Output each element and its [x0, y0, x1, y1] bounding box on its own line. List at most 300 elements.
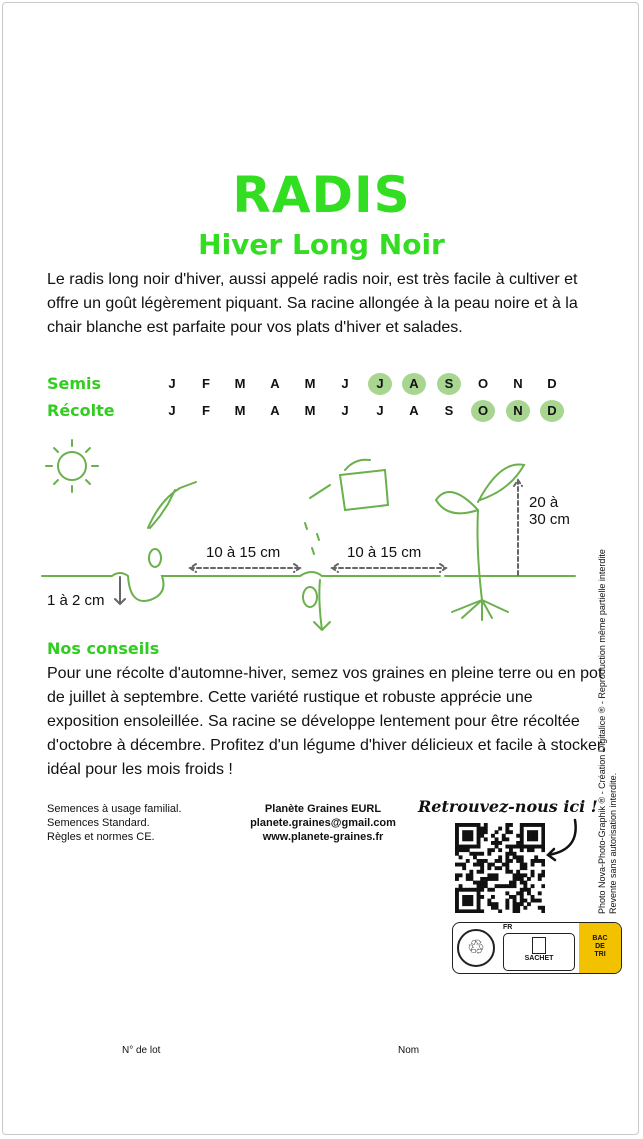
qr-module [473, 909, 477, 913]
semis-month-4: M [304, 376, 316, 391]
qr-module [531, 895, 535, 899]
qr-module [459, 909, 463, 913]
qr-module [469, 830, 473, 834]
qr-module [516, 859, 520, 863]
qr-module [495, 837, 499, 841]
qr-module [487, 888, 491, 892]
qr-module [462, 902, 466, 906]
qr-module [455, 834, 459, 838]
company-info [228, 802, 418, 844]
qr-module [487, 866, 491, 870]
conseils-heading: Nos conseils [47, 639, 160, 658]
qr-module [498, 884, 502, 888]
qr-module [520, 848, 524, 852]
qr-module [495, 866, 499, 870]
qr-module [505, 830, 509, 834]
qr-module [491, 863, 495, 867]
qr-module [491, 841, 495, 845]
qr-module [459, 863, 463, 867]
sun-icon [46, 440, 98, 492]
semis-month-8: S [437, 373, 461, 395]
qr-module [455, 823, 459, 827]
lot-number-label: N° de lot [122, 1045, 161, 1056]
qr-module [462, 863, 466, 867]
qr-module [469, 845, 473, 849]
qr-module [484, 837, 488, 841]
curved-arrow-icon [540, 815, 585, 865]
qr-module [541, 863, 545, 867]
qr-module [516, 873, 520, 877]
qr-module [505, 902, 509, 906]
qr-module [516, 891, 520, 895]
semis-month-5: J [341, 376, 349, 391]
depth-arrow [115, 577, 125, 604]
qr-module [473, 855, 477, 859]
bac-de-tri-badge: BAC DE TRI [579, 923, 621, 973]
company-email[interactable]: planete.graines@gmail.com [250, 817, 396, 829]
qr-module [523, 863, 527, 867]
qr-module [477, 909, 481, 913]
qr-module [491, 888, 495, 892]
spacing-label-1: 10 à 15 cm [206, 544, 281, 561]
qr-module [462, 895, 466, 899]
qr-module [531, 848, 535, 852]
qr-module [502, 863, 506, 867]
qr-module [495, 859, 499, 863]
semis-month-11: D [547, 376, 557, 391]
qr-module [473, 845, 477, 849]
qr-module [505, 855, 509, 859]
qr-module [466, 837, 470, 841]
qr-module [509, 870, 513, 874]
qr-module [477, 823, 481, 827]
qr-module [477, 888, 481, 892]
qr-module [498, 855, 502, 859]
qr-module [531, 859, 535, 863]
semis-month-7: A [402, 373, 426, 395]
recolte-month-1: F [202, 403, 210, 418]
qr-module [541, 834, 545, 838]
qr-module [495, 884, 499, 888]
qr-module [466, 873, 470, 877]
qr-module [520, 881, 524, 885]
qr-module [516, 841, 520, 845]
qr-module [531, 837, 535, 841]
qr-module [527, 834, 531, 838]
qr-module [538, 823, 542, 827]
recycling-panel [452, 922, 622, 974]
qr-module [541, 827, 545, 831]
semis-month-6: J [368, 373, 392, 395]
qr-module [480, 834, 484, 838]
seed-icon [149, 549, 161, 567]
qr-module [520, 841, 524, 845]
legal-line: Règles et normes CE. [47, 831, 155, 843]
qr-module [491, 895, 495, 899]
legal-line: Semences Standard. [47, 817, 150, 829]
qr-module [469, 909, 473, 913]
qr-module [477, 830, 481, 834]
qr-module [491, 906, 495, 910]
qr-module [473, 881, 477, 885]
qr-module [531, 845, 535, 849]
recolte-month-3: A [270, 403, 280, 418]
qr-module [477, 841, 481, 845]
qr-module [523, 866, 527, 870]
qr-module [469, 895, 473, 899]
qr-module [455, 841, 459, 845]
qr-module [487, 877, 491, 881]
sprout-icon [314, 580, 330, 630]
qr-module [505, 899, 509, 903]
recolte-month-7: A [409, 403, 419, 418]
qr-module [469, 834, 473, 838]
spacing-arrow-1 [190, 564, 300, 572]
depth-label: 1 à 2 cm [47, 592, 105, 609]
qr-module [495, 906, 499, 910]
qr-module [509, 895, 513, 899]
qr-module [455, 906, 459, 910]
qr-module [455, 902, 459, 906]
qr-module [531, 830, 535, 834]
qr-module [520, 830, 524, 834]
qr-module [538, 859, 542, 863]
qr-module [459, 848, 463, 852]
qr-module [516, 909, 520, 913]
conseils-paragraph: Pour une récolte d'automne-hiver, semez vos graines en pleine terre ou en pot de juillet à septembre. Cette variété rustique et robuste apprécie une exposition ensoleillée. Sa racine se développe lentement pour être récoltée d'octobre à décembre. Profitez d'un légume d'hiver délicieux et facile à stocker, idéal pour les mois froids ! [47, 665, 606, 778]
qr-module [498, 909, 502, 913]
qr-code[interactable] [455, 823, 545, 913]
qr-module [531, 834, 535, 838]
qr-module [516, 834, 520, 838]
qr-module [491, 873, 495, 877]
country-code: FR [503, 924, 513, 931]
qr-module [538, 877, 542, 881]
qr-module [455, 848, 459, 852]
qr-module [477, 852, 481, 856]
qr-module [477, 863, 481, 867]
qr-module [505, 866, 509, 870]
qr-module [523, 845, 527, 849]
qr-module [509, 859, 513, 863]
qr-module [466, 895, 470, 899]
qr-module [462, 899, 466, 903]
qr-module [495, 873, 499, 877]
qr-module [520, 902, 524, 906]
watering-can-icon [310, 460, 388, 510]
qr-module [520, 888, 524, 892]
qr-module [527, 891, 531, 895]
qr-module [523, 823, 527, 827]
qr-module [516, 877, 520, 881]
qr-module [520, 895, 524, 899]
qr-module [534, 834, 538, 838]
qr-module [459, 884, 463, 888]
qr-module [513, 855, 517, 859]
qr-module [477, 906, 481, 910]
qr-module [466, 902, 470, 906]
qr-module [505, 852, 509, 856]
qr-module [513, 884, 517, 888]
qr-module [513, 909, 517, 913]
qr-module [520, 873, 524, 877]
qr-module [480, 909, 484, 913]
qr-module [469, 870, 473, 874]
qr-module [541, 859, 545, 863]
plant-icon [436, 464, 524, 620]
qr-module [502, 834, 506, 838]
qr-module [455, 830, 459, 834]
qr-module [466, 909, 470, 913]
qr-module [491, 848, 495, 852]
qr-module [534, 830, 538, 834]
qr-module [502, 884, 506, 888]
qr-module [477, 902, 481, 906]
qr-module [466, 823, 470, 827]
qr-module [466, 859, 470, 863]
qr-module [477, 837, 481, 841]
qr-module [480, 830, 484, 834]
recolte-month-6: J [376, 403, 384, 418]
qr-module [466, 899, 470, 903]
qr-module [484, 859, 488, 863]
triman-icon: ♲ [457, 929, 495, 967]
qr-module [538, 899, 542, 903]
qr-module [516, 902, 520, 906]
page-title: RADIS [232, 166, 411, 224]
height-label-2: 30 cm [529, 511, 570, 528]
recolte-month-0: J [168, 403, 176, 418]
qr-module [531, 870, 535, 874]
qr-module [531, 899, 535, 903]
qr-module [527, 837, 531, 841]
qr-module [469, 823, 473, 827]
qr-module [498, 866, 502, 870]
recolte-label: Récolte [47, 401, 115, 420]
qr-module [455, 863, 459, 867]
qr-module [531, 873, 535, 877]
qr-module [473, 863, 477, 867]
qr-module [516, 906, 520, 910]
qr-module [523, 899, 527, 903]
qr-module [477, 859, 481, 863]
hand-icon [148, 482, 196, 528]
qr-module [455, 873, 459, 877]
qr-module [505, 823, 509, 827]
qr-module [523, 906, 527, 910]
qr-module [480, 827, 484, 831]
qr-module [466, 845, 470, 849]
qr-module [520, 855, 524, 859]
qr-module [534, 845, 538, 849]
sachet-box [503, 933, 575, 971]
qr-module [469, 852, 473, 856]
qr-module [480, 888, 484, 892]
qr-module [538, 873, 542, 877]
qr-module [477, 891, 481, 895]
qr-module [455, 845, 459, 849]
sachet-label: SACHET [524, 955, 554, 962]
qr-module [480, 884, 484, 888]
legal-line: Semences à usage familial. [47, 803, 182, 815]
qr-module [513, 895, 517, 899]
qr-module [459, 823, 463, 827]
qr-module [462, 845, 466, 849]
recolte-month-4: M [304, 403, 316, 418]
qr-module [527, 888, 531, 892]
qr-module [480, 870, 484, 874]
qr-module [469, 888, 473, 892]
qr-module [534, 837, 538, 841]
qr-module [473, 888, 477, 892]
qr-module [480, 859, 484, 863]
qr-module [538, 845, 542, 849]
qr-module [484, 827, 488, 831]
qr-module [513, 899, 517, 903]
qr-module [462, 909, 466, 913]
recolte-month-2: M [234, 403, 246, 418]
qr-module [520, 877, 524, 881]
qr-module [523, 884, 527, 888]
qr-module [523, 888, 527, 892]
semis-month-10: N [513, 376, 523, 391]
qr-module [498, 848, 502, 852]
qr-module [541, 906, 545, 910]
qr-module [520, 823, 524, 827]
qr-module [462, 834, 466, 838]
qr-module [538, 891, 542, 895]
qr-module [487, 902, 491, 906]
qr-module [509, 848, 513, 852]
qr-module [538, 906, 542, 910]
qr-module [509, 884, 513, 888]
legal-notes [47, 802, 182, 844]
qr-module [498, 859, 502, 863]
qr-module [462, 837, 466, 841]
spacing-arrow-2 [332, 564, 446, 572]
qr-module [520, 837, 524, 841]
qr-module [527, 830, 531, 834]
retrouvez-label: Retrouvez-nous ici ! [418, 797, 598, 816]
qr-module [469, 899, 473, 903]
qr-module [523, 873, 527, 877]
qr-module [516, 855, 520, 859]
qr-module [477, 884, 481, 888]
qr-module [505, 859, 509, 863]
qr-module [520, 891, 524, 895]
qr-module [466, 848, 470, 852]
qr-module [477, 827, 481, 831]
qr-module [484, 881, 488, 885]
qr-module [541, 830, 545, 834]
qr-module [469, 902, 473, 906]
qr-module [487, 852, 491, 856]
qr-module [505, 906, 509, 910]
qr-module [541, 841, 545, 845]
qr-module [527, 823, 531, 827]
copyright-notice: Photo Nova-Photo-Graphik ® - Création Digitalice ® - Reproduction même partielle interdite Revente sans autorisation interdite. [597, 549, 618, 914]
name-label: Nom [398, 1045, 420, 1056]
qr-module [466, 834, 470, 838]
qr-module [484, 830, 488, 834]
qr-module [480, 881, 484, 885]
qr-module [520, 845, 524, 849]
qr-module [491, 902, 495, 906]
semis-month-3: A [270, 376, 280, 391]
qr-module [527, 877, 531, 881]
spacing-label-2: 10 à 15 cm [347, 544, 422, 561]
qr-module [495, 902, 499, 906]
qr-module [455, 891, 459, 895]
qr-module [477, 870, 481, 874]
qr-module [462, 888, 466, 892]
qr-module [487, 873, 491, 877]
qr-module [534, 855, 538, 859]
semis-label: Semis [47, 374, 102, 393]
qr-module [469, 873, 473, 877]
sachet-icon [532, 937, 546, 954]
qr-module [541, 837, 545, 841]
qr-module [477, 895, 481, 899]
recolte-month-5: J [341, 403, 349, 418]
qr-module [462, 823, 466, 827]
qr-module [541, 909, 545, 913]
qr-module [520, 834, 524, 838]
recolte-month-10: N [506, 400, 530, 422]
qr-module [534, 859, 538, 863]
qr-module [502, 837, 506, 841]
qr-module [455, 899, 459, 903]
qr-module [509, 852, 513, 856]
semis-month-0: J [168, 376, 176, 391]
qr-module [516, 870, 520, 874]
qr-module [466, 888, 470, 892]
qr-module [541, 823, 545, 827]
qr-module [459, 855, 463, 859]
qr-module [505, 891, 509, 895]
qr-module [531, 863, 535, 867]
semis-month-1: F [202, 376, 210, 391]
qr-module [469, 877, 473, 881]
qr-module [513, 873, 517, 877]
qr-module [541, 845, 545, 849]
semis-month-9: O [477, 376, 489, 391]
qr-module [455, 837, 459, 841]
qr-module [473, 852, 477, 856]
qr-module [509, 830, 513, 834]
qr-module [520, 859, 524, 863]
recolte-month-8: S [444, 403, 454, 418]
qr-module [480, 852, 484, 856]
qr-module [534, 823, 538, 827]
intro-paragraph: Le radis long noir d'hiver, aussi appelé radis noir, est très facile à cultiver et offre un goût légèrement piquant. Sa racine allongée à la peau noire et à la chair blanche est parfaite pour vos plats d'hiver et salades. [47, 271, 578, 336]
qr-module [462, 866, 466, 870]
variety-subtitle: Hiver Long Noir [198, 228, 445, 261]
qr-module [480, 866, 484, 870]
qr-module [487, 899, 491, 903]
company-website[interactable]: www.planete-graines.fr [262, 831, 384, 843]
recolte-month-9: O [471, 400, 495, 422]
qr-module [498, 827, 502, 831]
qr-module [466, 877, 470, 881]
qr-module [484, 877, 488, 881]
qr-module [527, 902, 531, 906]
qr-module [473, 823, 477, 827]
qr-module [480, 863, 484, 867]
qr-module [455, 909, 459, 913]
qr-module [523, 881, 527, 885]
height-arrow [514, 480, 522, 576]
